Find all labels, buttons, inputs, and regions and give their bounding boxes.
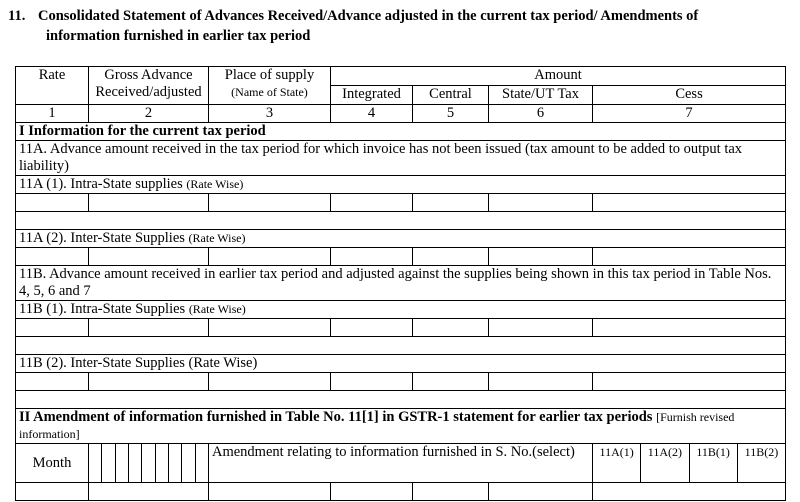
digit-box[interactable] (169, 444, 182, 482)
entry-cell[interactable] (331, 373, 413, 391)
col-header-central: Central (413, 86, 489, 105)
row-11a2-text: 11A (2). Inter-State Supplies (19, 230, 185, 246)
entry-cell[interactable] (593, 319, 786, 337)
row-11a-description: 11A. Advance amount received in the tax period for which invoice has not been issued (tax amount to be added to output tax liability) (16, 141, 786, 176)
amendment-tag-grid (593, 444, 785, 482)
digit-box[interactable] (196, 444, 208, 482)
row-11a2-label (16, 230, 786, 248)
amendment-text: Amendment relating to information furnished in S. No.(select) (209, 444, 593, 483)
col-header-rate: Rate (16, 67, 89, 105)
col-number: 3 (209, 105, 331, 123)
place-of-supply-label: Place of supply (224, 67, 315, 83)
heading-line2: information furnished in earlier tax period (46, 28, 311, 44)
entry-cell[interactable] (413, 373, 489, 391)
entry-cell[interactable] (16, 194, 89, 212)
entry-cell[interactable] (413, 319, 489, 337)
entry-cell[interactable] (209, 319, 331, 337)
spacer-row (16, 337, 786, 355)
entry-cell[interactable] (331, 194, 413, 212)
entry-cell[interactable] (593, 373, 786, 391)
entry-cell[interactable] (413, 194, 489, 212)
row-11a1-label (16, 176, 786, 194)
section2-note: [Furnish revised information] (19, 410, 735, 441)
row-11a1-note: (Rate Wise) (186, 177, 244, 191)
entry-cell[interactable] (331, 248, 413, 266)
col-header-cess: Cess (593, 86, 786, 105)
digit-box[interactable] (129, 444, 142, 482)
row-11a2-note: (Rate Wise) (188, 231, 246, 245)
row-11b1-note: (Rate Wise) (188, 302, 246, 316)
col-number: 7 (593, 105, 786, 123)
amendment-option[interactable]: 11A(2) (641, 444, 689, 482)
digit-box[interactable] (102, 444, 115, 482)
col-header-place-of-supply (209, 67, 331, 105)
row-11b1-label (16, 301, 786, 319)
entry-cell[interactable] (489, 194, 593, 212)
row-11b1-text: 11B (1). Intra-State Supplies (19, 301, 186, 317)
entry-cell[interactable] (593, 483, 786, 501)
amendment-option[interactable]: 11B(1) (690, 444, 738, 482)
entry-cell[interactable] (89, 483, 209, 501)
digit-box[interactable] (182, 444, 195, 482)
advances-table (15, 66, 786, 501)
col-number: 2 (89, 105, 209, 123)
entry-cell[interactable] (16, 248, 89, 266)
col-header-gross-advance: Gross Advance Received/adjusted (89, 67, 209, 105)
section2-title: II Amendment of information furnished in Table No. 11[1] in GSTR-1 statement for earlier tax periods (19, 409, 653, 425)
entry-cell[interactable] (489, 319, 593, 337)
entry-cell[interactable] (16, 483, 89, 501)
entry-cell[interactable] (489, 373, 593, 391)
entry-cell[interactable] (16, 319, 89, 337)
col-header-state-ut: State/UT Tax (489, 86, 593, 105)
spacer-row (16, 391, 786, 409)
form-heading (8, 6, 788, 46)
entry-cell[interactable] (593, 194, 786, 212)
entry-cell[interactable] (593, 248, 786, 266)
entry-cell[interactable] (331, 319, 413, 337)
entry-cell[interactable] (16, 373, 89, 391)
digit-box[interactable] (156, 444, 169, 482)
section2-title-cell (16, 409, 786, 444)
entry-cell[interactable] (89, 248, 209, 266)
amendment-option[interactable]: 11B(2) (744, 445, 779, 459)
entry-cell[interactable] (209, 483, 331, 501)
entry-cell[interactable] (489, 483, 593, 501)
digit-box[interactable] (89, 444, 102, 482)
entry-cell[interactable] (89, 194, 209, 212)
heading-line1: Consolidated Statement of Advances Received/Advance adjusted in the current tax period/ Amendments of (38, 8, 699, 24)
entry-cell[interactable] (89, 319, 209, 337)
row-11b2-label: 11B (2). Inter-State Supplies (Rate Wise) (16, 355, 786, 373)
spacer-row (16, 212, 786, 230)
digit-box-grid (89, 444, 208, 482)
entry-cell[interactable] (413, 248, 489, 266)
col-number: 4 (331, 105, 413, 123)
section1-title: I Information for the current tax period (16, 123, 786, 141)
col-number: 5 (413, 105, 489, 123)
col-number: 6 (489, 105, 593, 123)
entry-cell[interactable] (413, 483, 489, 501)
col-number: 1 (16, 105, 89, 123)
digit-box[interactable] (142, 444, 155, 482)
entry-cell[interactable] (209, 194, 331, 212)
amendment-select-options (593, 444, 786, 483)
entry-cell[interactable] (489, 248, 593, 266)
row-11b-description: 11B. Advance amount received in earlier tax period and adjusted against the supplies being shown in this tax period in Table Nos. 4, 5, 6 and 7 (16, 266, 786, 301)
amendment-option[interactable]: 11A(1) (593, 444, 641, 482)
heading-number: 11. (8, 8, 26, 24)
digit-box[interactable] (116, 444, 129, 482)
row-11a1-text: 11A (1). Intra-State supplies (19, 176, 183, 192)
month-label: Month (16, 444, 89, 483)
entry-cell[interactable] (209, 248, 331, 266)
month-digit-boxes[interactable] (89, 444, 209, 483)
col-header-integrated: Integrated (331, 86, 413, 105)
place-of-supply-sublabel: (Name of State) (231, 85, 308, 99)
entry-cell[interactable] (89, 373, 209, 391)
col-header-amount: Amount (331, 67, 786, 86)
entry-cell[interactable] (331, 483, 413, 501)
entry-cell[interactable] (209, 373, 331, 391)
